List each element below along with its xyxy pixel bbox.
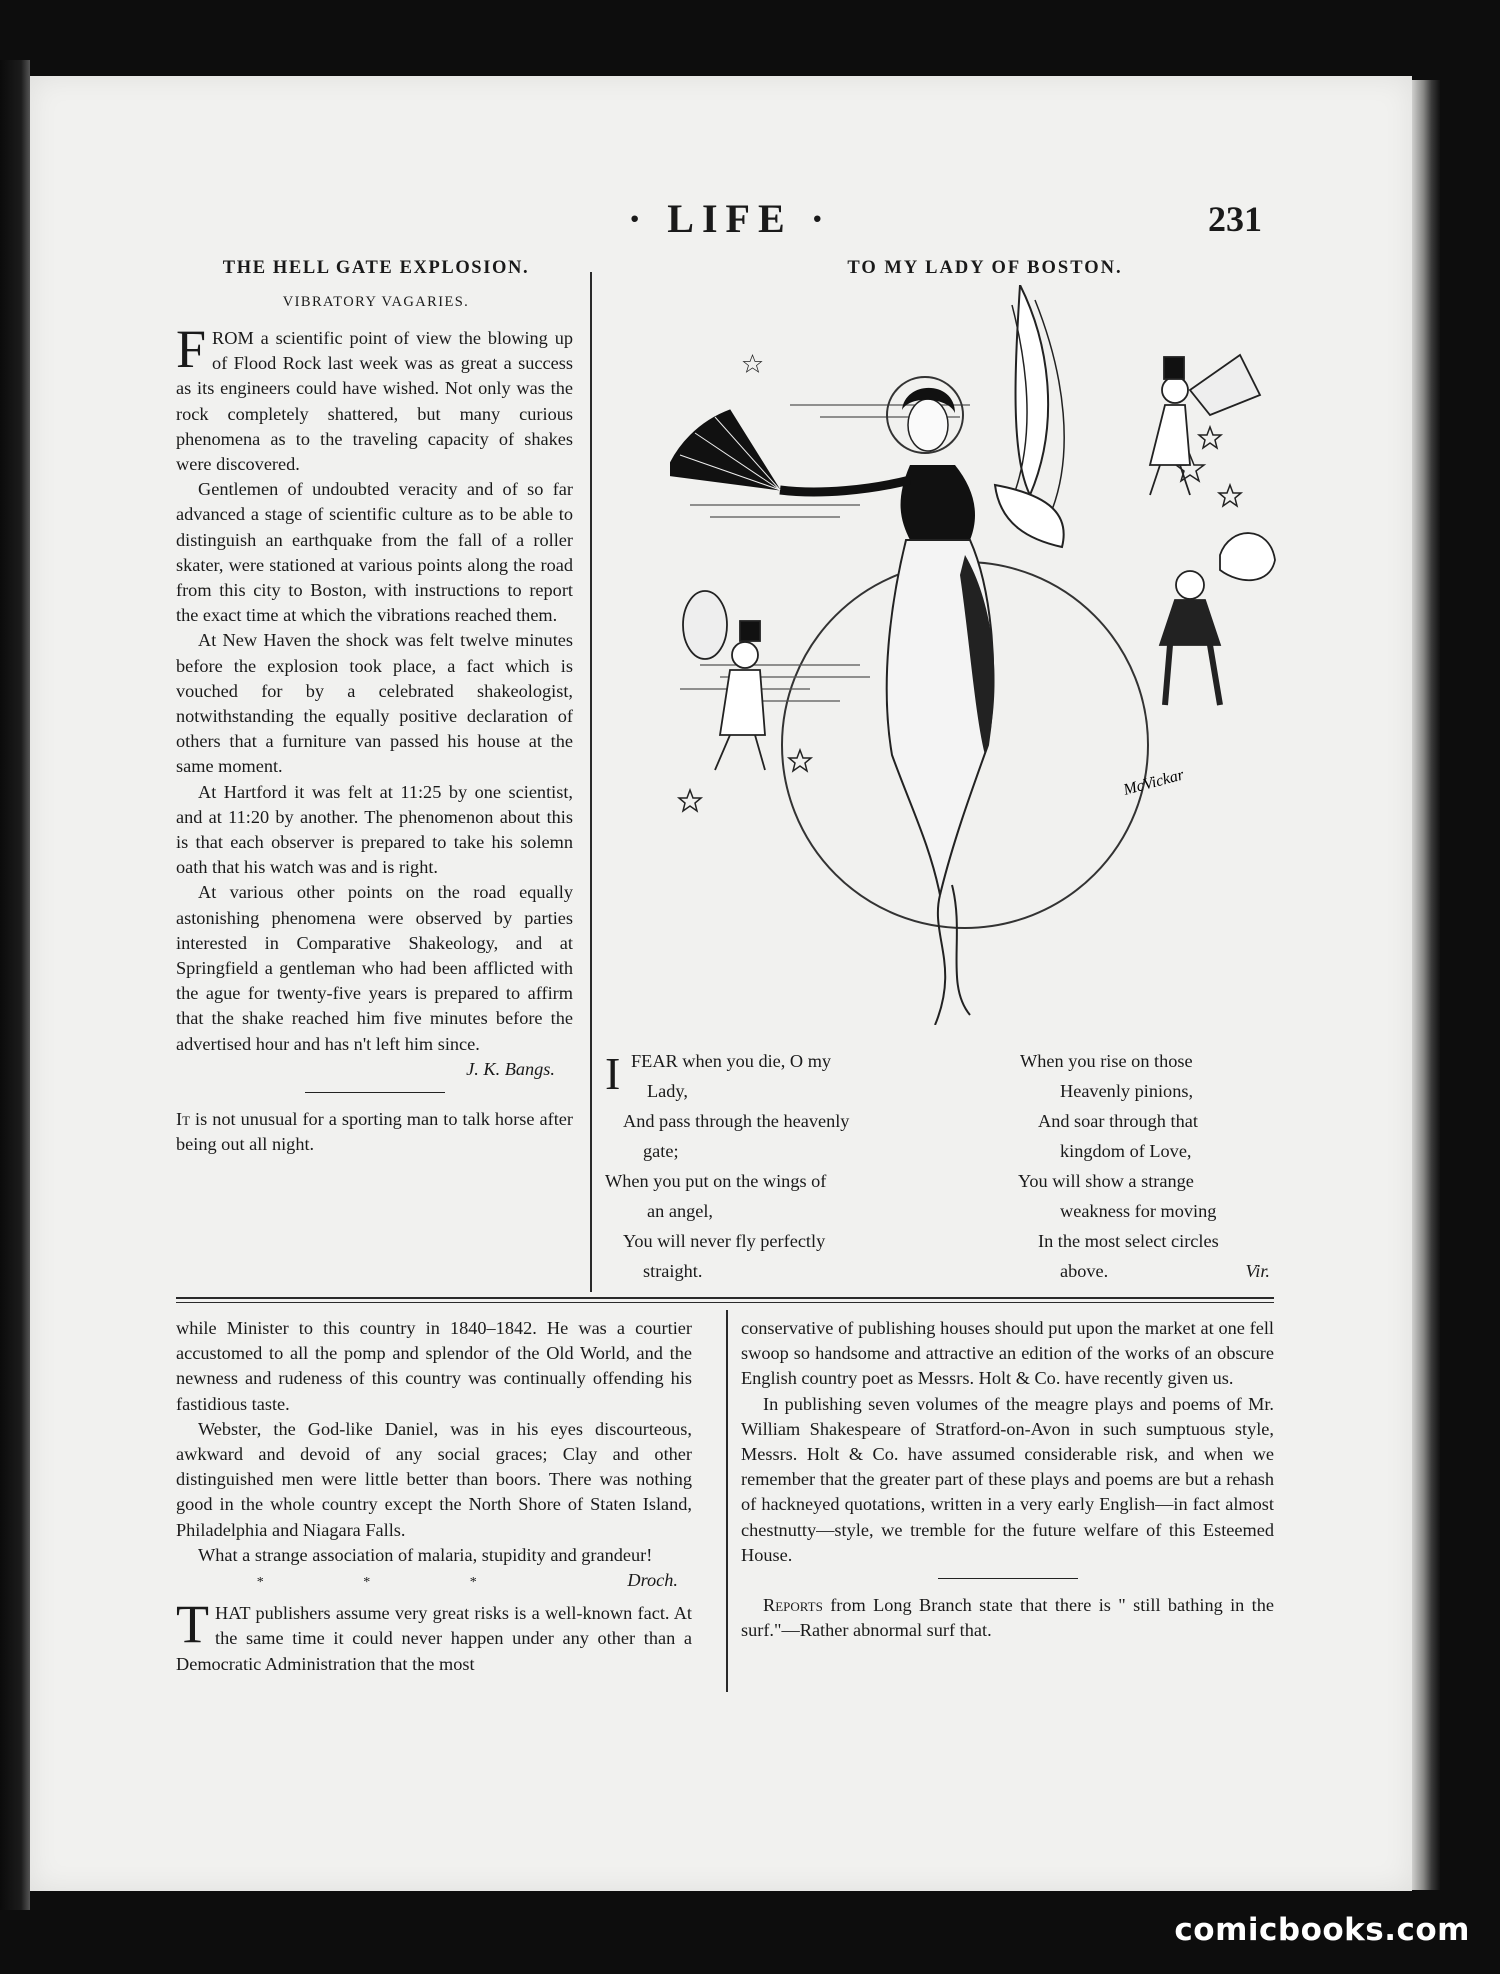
poem-line: And soar through that bbox=[1038, 1111, 1198, 1131]
imp-figure-left bbox=[683, 591, 765, 770]
imp-figure-top-right bbox=[1150, 355, 1260, 495]
poem-line: kingdom of Love, bbox=[1060, 1141, 1192, 1161]
poem-line: an angel, bbox=[647, 1201, 713, 1221]
section-divider bbox=[938, 1578, 1078, 1579]
review-paragraph: In publishing seven volumes of the meagre plays and poems of Mr. William Shakespeare of Stratford-on-Avon in such sumptuous style, Messrs. Holt & Co. have assumed considerable risk, and when we remember that the greater part of these plays and poems are but a rehash of hackneyed quotations, written in a very early English—in fact almost chestnutty—style, we tremble for the future welfare of this Esteemed House. bbox=[741, 1393, 1274, 1565]
review-paragraph: THAT publishers assume very great risks is a well-known fact. At the same time it could never happen under any other than a Democratic Administration that the most bbox=[176, 1594, 692, 1674]
article-signature: J. K. Bangs. bbox=[466, 1058, 555, 1079]
poem-line: When you put on the wings of bbox=[605, 1171, 827, 1191]
poem-line: You will show a strange bbox=[1018, 1171, 1194, 1191]
poem-stanza-right bbox=[1018, 1046, 1278, 1286]
masthead-title: · LIFE · bbox=[627, 196, 833, 241]
section-rule bbox=[176, 1297, 1274, 1299]
article-paragraph: At various other points on the road equally astonishing phenomena were observed by parties interested in Comparative Shakeology, and at Springfield a gentleman who had been afflicted with the ague for twenty-five years is prepared to affirm that the shake reached him five minutes before the advertised hour and has n't left him since. bbox=[176, 882, 573, 1054]
page-number: 231 bbox=[1208, 199, 1262, 239]
article-paragraph: FROM a scientific point of view the blowing up of Flood Rock last week was as great a success as its engineers could have wished. Not only was the rock completely shattered, but many curious phenomena as to the traveling capacity of shakes were discovered. bbox=[176, 319, 573, 475]
article-paragraph: At New Haven the shock was felt twelve minutes before the explosion took place, a fact which is vouched for by a celebrated shakeologist, notwithstanding the equally positive declaration of others that a furniture van passed his house at the same moment. bbox=[176, 630, 573, 777]
column-rule-bottom bbox=[726, 1310, 728, 1692]
poem-line: And pass through the heavenly bbox=[623, 1111, 850, 1131]
column-rule-top bbox=[590, 272, 592, 1292]
poem-line: When you rise on those bbox=[1020, 1051, 1193, 1071]
article-paragraph: Gentlemen of undoubted veracity and of so far advanced a stage of scientific culture as to be able to distinguish an earthquake from the fall of a roller skater, were stationed at various points along the road from this city to Boston, with instructions to report the exact time at which the vibrations reached them. bbox=[176, 479, 573, 626]
wing-shape bbox=[1016, 285, 1049, 495]
poem-line: weakness for moving bbox=[1060, 1201, 1217, 1221]
sporting-paragraph: It is not unusual for a sporting man to talk horse after being out all night. bbox=[176, 1109, 573, 1155]
poem-line: straight. bbox=[643, 1261, 703, 1281]
lady-angel-illustration bbox=[670, 285, 1280, 1025]
poem-line: above. Vir. bbox=[1018, 1256, 1278, 1286]
review-column-right bbox=[741, 1316, 1274, 1643]
poem-drop-cap: I bbox=[605, 1048, 621, 1099]
fan-shape bbox=[670, 410, 780, 490]
poem-title: TO MY LADY OF BOSTON. bbox=[847, 258, 1123, 278]
poem-stanza-left bbox=[605, 1046, 905, 1286]
poem-line: gate; bbox=[643, 1141, 679, 1161]
poem-line: Heavenly pinions, bbox=[1060, 1081, 1194, 1101]
artist-signature: McVickar bbox=[1121, 766, 1186, 799]
section-divider bbox=[305, 1092, 445, 1093]
poem-line: In the most select circles bbox=[1038, 1231, 1219, 1251]
review-paragraph: What a strange association of malaria, stupidity and grandeur! Droch. bbox=[176, 1543, 692, 1568]
article-paragraph: At Hartford it was felt at 11:25 by one scientist, and at 11:20 by another. The phenomenon about this is that each observer is prepared to take his solemn oath that his watch was and is right. bbox=[176, 781, 573, 878]
section-stars: * * * bbox=[256, 1575, 525, 1591]
poem-signature: Vir. bbox=[1245, 1261, 1270, 1281]
article-subtitle: VIBRATORY VAGARIES. bbox=[282, 294, 470, 310]
book-binding bbox=[0, 60, 30, 1910]
review-paragraph: while Minister to this country in 1840–1842. He was a courtier accustomed to all the pomp and splendor of the Old World, and the newness and rudeness of this country was continually offending his fastidious taste. bbox=[176, 1318, 692, 1414]
reports-paragraph: Reports from Long Branch state that there is " still bathing in the surf."—Rather abnormal surf that. bbox=[741, 1595, 1274, 1641]
imp-figure-right bbox=[1160, 533, 1275, 705]
poem-line: FEAR when you die, O my bbox=[631, 1051, 832, 1071]
page-edge bbox=[1412, 80, 1440, 1890]
review-column-left bbox=[176, 1316, 692, 1677]
review-paragraph: conservative of publishing houses should put upon the market at one fell swoop so handsome and attractive an edition of the works of an obscure English country poet as Messrs. Holt & Co. have recently given us. bbox=[741, 1318, 1274, 1389]
review-signature: Droch. bbox=[627, 1570, 678, 1591]
drop-cap: F bbox=[176, 319, 207, 379]
article-title: THE HELL GATE EXPLOSION. bbox=[222, 258, 530, 278]
site-watermark: comicbooks.com bbox=[1174, 1912, 1470, 1948]
poem-line: You will never fly perfectly bbox=[623, 1231, 826, 1251]
section-rule bbox=[176, 1302, 1274, 1303]
article-body bbox=[176, 319, 573, 1158]
poem-line: Lady, bbox=[647, 1081, 688, 1101]
review-paragraph: Webster, the God-like Daniel, was in his eyes discourteous, awkward and devoid of any social graces; Clay and other distinguished men were little better than boors. There was nothing good in the whole country except the North Shore of Staten Island, Philadelphia and Niagara Falls. bbox=[176, 1418, 692, 1540]
drop-cap: T bbox=[176, 1594, 209, 1655]
